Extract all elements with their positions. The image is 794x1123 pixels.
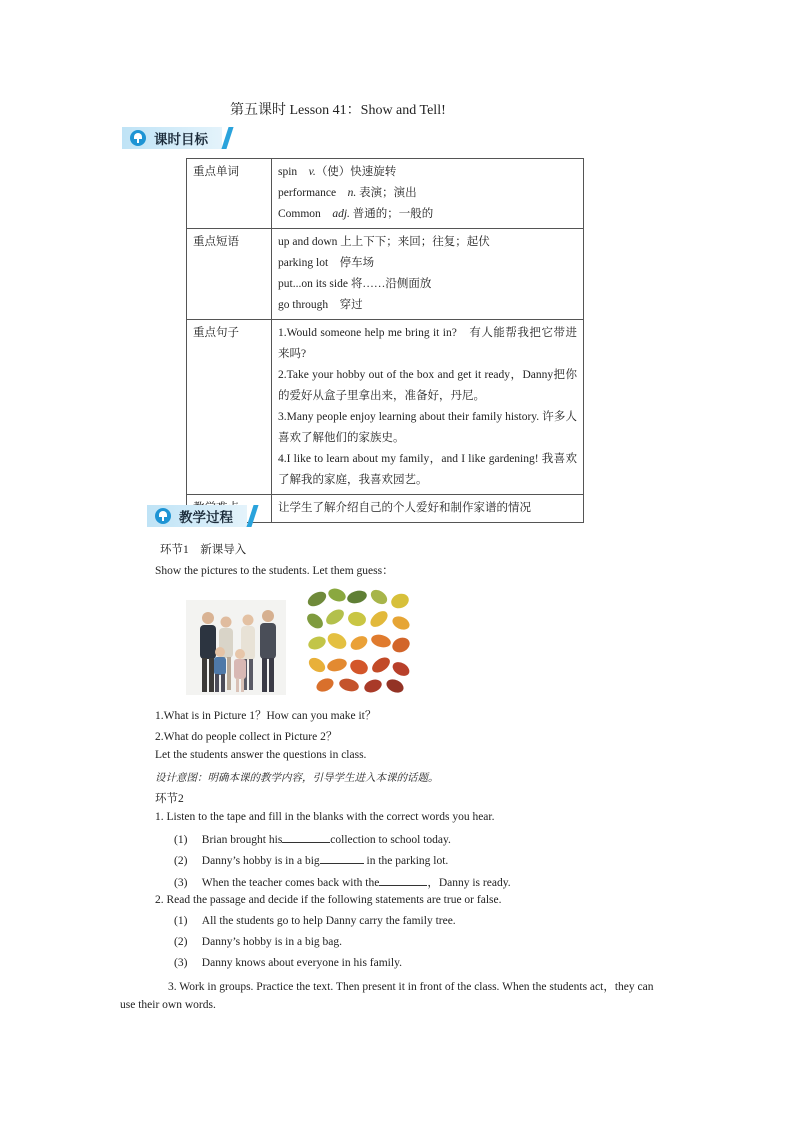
task3-line-1: 3. Work in groups. Practice the text. Then present it in front of the class. When the students act，they can — [168, 981, 654, 993]
task2-instruction: 2. Read the passage and decide if the following statements are true or false. — [155, 894, 502, 906]
sentence-line: 1.Would someone help me bring it in? 有人能帮我把它带进来吗? — [278, 327, 577, 360]
question-1: 1.What is in Picture 1？How can you make it？ — [155, 710, 377, 722]
family-photo — [186, 600, 286, 695]
section-banner-process — [147, 505, 247, 527]
section-title: 教学过程 — [179, 510, 233, 526]
intro-text: Show the pictures to the students. Let them guess： — [155, 565, 394, 577]
row-key: 重点短语 — [187, 229, 272, 320]
vocab-line: performance n. 表演；演出 — [278, 187, 417, 199]
task2-item: (3) Danny knows about everyone in his family. — [174, 957, 402, 969]
sentence-line: 2.Take your hobby out of the box and get it ready，Danny把你的爱好从盒子里拿出来，准备好，丹尼。 — [278, 369, 577, 402]
row-key: 重点句子 — [187, 320, 272, 495]
table-row — [187, 159, 584, 229]
leaves-collage — [305, 587, 412, 694]
sentence-line: 4.I like to learn about my family，and I like gardening! 我喜欢了解我的家庭，我喜欢园艺。 — [278, 453, 577, 486]
family-illustration — [186, 600, 286, 695]
sentence-line: 3.Many people enjoy learning about their family history. 许多人喜欢了解他们的家族史。 — [278, 411, 577, 444]
row-content — [272, 229, 584, 320]
answer-note: Let the students answer the questions in class. — [155, 749, 367, 761]
row-key: 重点单词 — [187, 159, 272, 229]
row-content — [272, 495, 584, 523]
goals-table — [186, 158, 584, 523]
leaves-photo — [305, 587, 412, 694]
answer-blank[interactable] — [282, 832, 330, 843]
row-content — [272, 320, 584, 495]
question-2: 2.What do people collect in Picture 2？ — [155, 731, 338, 743]
vocab-line: Common adj. 普通的；一般的 — [278, 208, 434, 220]
vocab-line: spin v.（使）快速旋转 — [278, 166, 397, 178]
trophy-icon — [155, 508, 171, 524]
phrase-line: up and down 上上下下；来回；往复；起伏 — [278, 236, 490, 248]
task1-item: (1) Brian brought his collection to school today. — [174, 834, 451, 846]
task1-item: (3) When the teacher comes back with the ，Danny is ready. — [174, 877, 511, 889]
task2-item: (2) Danny’s hobby is in a big bag. — [174, 936, 343, 948]
step2-title: 环节2 — [155, 793, 184, 805]
answer-blank[interactable] — [320, 853, 364, 864]
phrase-line: parking lot 停车场 — [278, 257, 375, 269]
task2-item: (1) All the students go to help Danny carry the family tree. — [174, 915, 456, 927]
table-row — [187, 229, 584, 320]
trophy-icon — [130, 130, 146, 146]
step1-title: 环节1 新课导入 — [160, 544, 247, 556]
row-content — [272, 159, 584, 229]
task1-item: (2) Danny’s hobby is in a big in the parking lot. — [174, 855, 449, 867]
design-intent: 设计意图：明确本课的教学内容，引导学生进入本课的话题。 — [155, 772, 439, 784]
difficulty-line: 让学生了解介绍自己的个人爱好和制作家谱的情况 — [278, 502, 531, 514]
section-banner-goals — [122, 127, 222, 149]
phrase-line: put...on its side 将……沿侧面放 — [278, 278, 432, 290]
answer-blank[interactable] — [379, 875, 427, 886]
page-title: 第五课时 Lesson 41：Show and Tell! — [230, 103, 446, 118]
task1-instruction: 1. Listen to the tape and fill in the blanks with the correct words you hear. — [155, 811, 495, 823]
table-row — [187, 320, 584, 495]
task3-line-2: use their own words. — [120, 999, 216, 1011]
section-title: 课时目标 — [154, 132, 208, 148]
phrase-line: go through 穿过 — [278, 299, 363, 311]
